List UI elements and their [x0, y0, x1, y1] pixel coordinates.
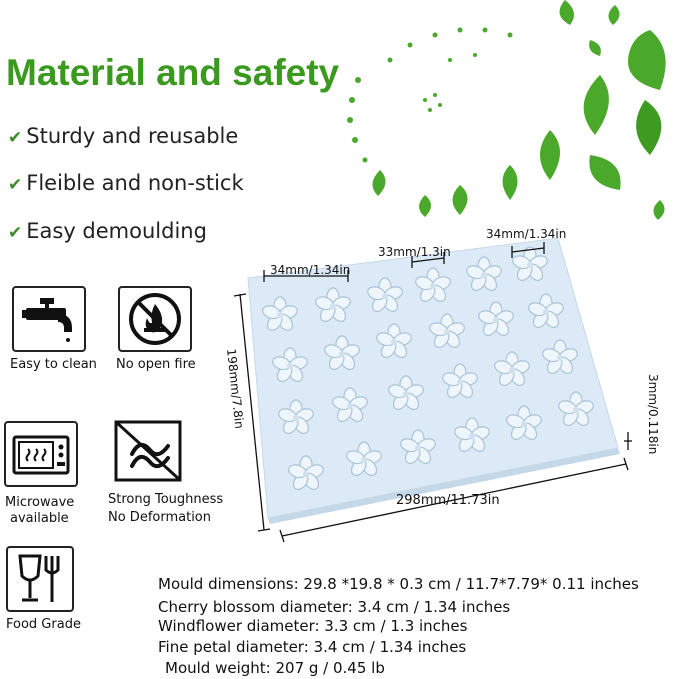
spec-line: Windflower diameter: 3.3 cm / 1.3 inches — [158, 617, 468, 635]
cell-width-mid-label: 33mm/1.3in — [378, 245, 451, 259]
spec-line: Mould weight: 207 g / 0.45 lb — [165, 659, 385, 677]
microwave-icon — [4, 421, 78, 487]
check-icon: ✔ — [8, 175, 23, 195]
page-title: Material and safety — [6, 52, 340, 93]
cell-width-left-label: 34mm/1.34in — [270, 263, 351, 277]
leaves-decoration — [330, 0, 679, 240]
spec-line: Cherry blossom diameter: 3.4 cm / 1.34 inches — [158, 598, 511, 616]
easy-clean-label: Easy to clean — [10, 357, 97, 372]
toughness-label-2: No Deformation — [108, 510, 211, 525]
microwave-label: Microwave — [5, 495, 75, 510]
check-icon: ✔ — [8, 128, 23, 148]
cell-width-right-label: 34mm/1.34in — [486, 227, 567, 241]
mat-height-label: 198mm/7.8in — [224, 348, 247, 430]
feature-item: ✔ Sturdy and reusable — [8, 124, 239, 148]
spec-line: Fine petal diameter: 3.4 cm / 1.34 inches — [158, 638, 467, 656]
toughness-icon — [110, 418, 186, 484]
food-grade-icon — [6, 546, 74, 612]
no-fire-label: No open fire — [116, 357, 196, 372]
mat-width-label: 298mm/11.73in — [396, 493, 500, 508]
faucet-icon — [12, 286, 86, 352]
spec-line: Mould dimensions: 29.8 *19.8 * 0.3 cm / 11.7*7.79* 0.11 inches — [158, 575, 639, 593]
microwave-label-2: available — [10, 511, 69, 526]
check-icon: ✔ — [8, 223, 23, 243]
toughness-label: Strong Toughness — [108, 492, 224, 507]
mat-thickness-label: 3mm/0.118in — [646, 374, 660, 455]
no-fire-icon — [118, 286, 192, 352]
feature-item: ✔ Easy demoulding — [8, 219, 207, 243]
food-grade-label: Food Grade — [6, 617, 81, 632]
feature-item: ✔ Fleible and non-stick — [8, 171, 244, 195]
